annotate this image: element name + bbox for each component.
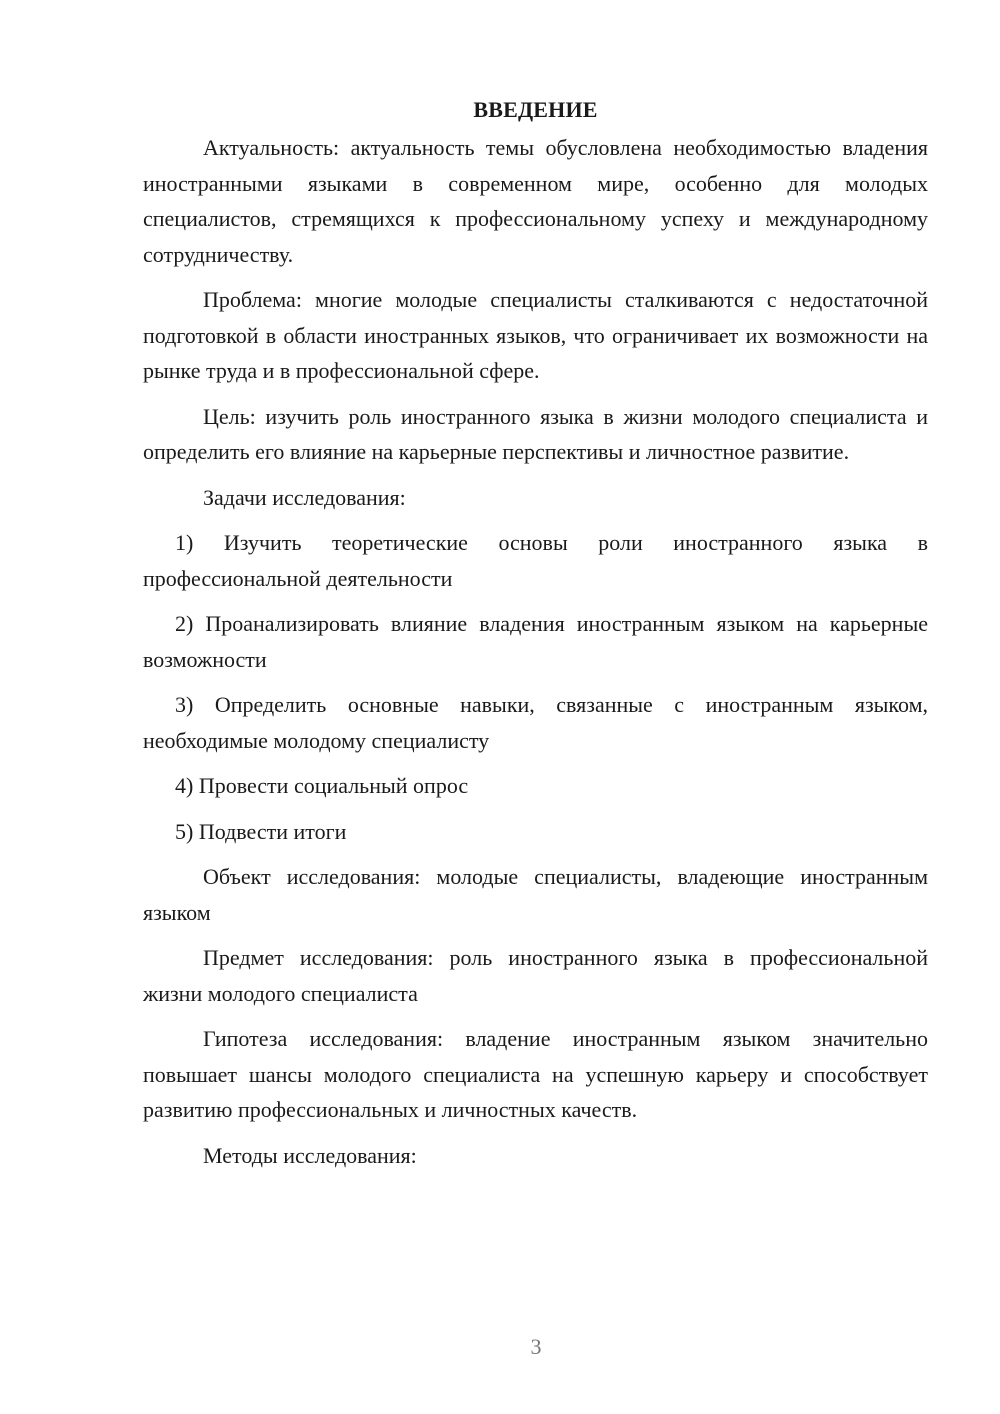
paragraph-subject: Предмет исследования: роль иностранного языка в профессиональной жизни молодого специалиста — [143, 945, 928, 1006]
paragraph-object: Объект исследования: молодые специалисты, владеющие иностранным языком — [143, 864, 928, 925]
paragraph-goal: Цель: изучить роль иностранного языка в жизни молодого специалиста и определить его влияние на карьерные перспективы и личностное развитие. — [143, 403, 928, 464]
page-number: 3 — [530, 1334, 542, 1359]
task-item-3: 3) Определить основные навыки, связанные с иностранным языком, необходимые молодому специалисту — [143, 692, 928, 753]
paragraph-hypothesis: Гипотеза исследования: владение иностранным языком значительно повышает шансы молодого специалиста на успешную карьеру и способствует развитию профессиональных и личностных качеств. — [143, 1026, 928, 1122]
task-item-1: 1) Изучить теоретические основы роли иностранного языка в профессиональной деятельности — [143, 530, 928, 591]
tasks-title: Задачи исследования: — [203, 484, 406, 510]
methods-title: Методы исследования: — [203, 1142, 417, 1168]
task-item-5: 5) Подвести итоги — [175, 818, 347, 844]
paragraph-problem: Проблема: многие молодые специалисты сталкиваются с недостаточной подготовкой в области иностранных языков, что ограничивает их возможности на рынке труда и в профессиональной сфере. — [143, 287, 928, 383]
task-item-4: 4) Провести социальный опрос — [175, 773, 469, 798]
document-page — [143, 92, 928, 1183]
task-item-2: 2) Проанализировать влияние владения иностранным языком на карьерные возможности — [143, 611, 928, 672]
paragraph-relevance: Актуальность: актуальность темы обусловлена необходимостью владения иностранными языками в современном мире, особенно для молодых специалистов, стремящихся к профессиональному успеху и международному сотрудничеству. — [143, 135, 928, 267]
section-heading: ВВЕДЕНИЕ — [473, 97, 598, 122]
